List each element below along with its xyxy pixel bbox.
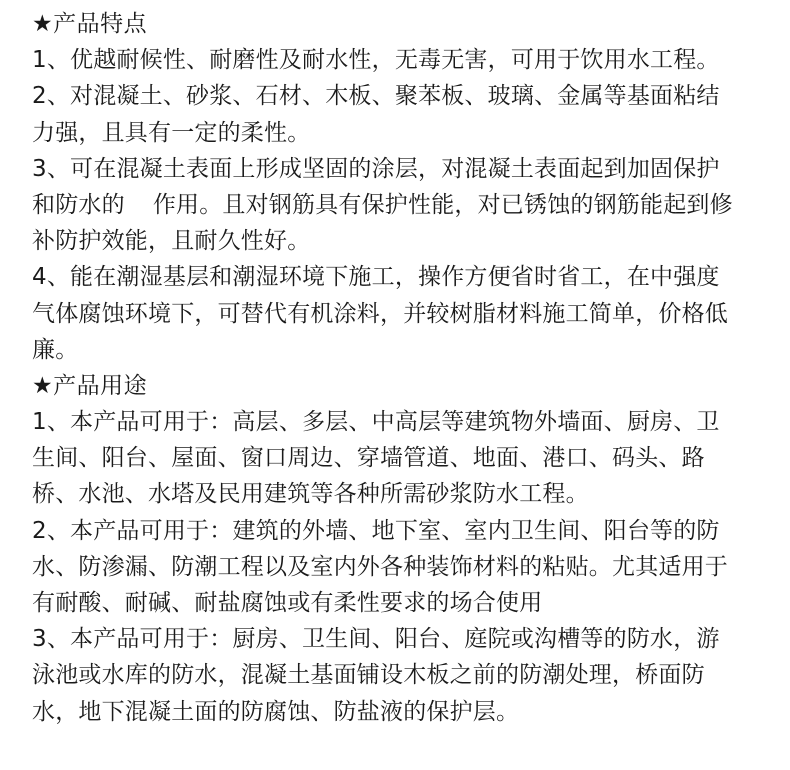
uses-line-7: 3、本产品可用于：厨房、卫生间、阳台、庭院或沟槽等的防水，游	[32, 626, 720, 653]
uses-line-8: 泳池或水库的防水，混凝土基面铺设木板之前的防潮处理，桥面防	[32, 662, 705, 689]
features-line-5-part-2: 作用。且对钢筋具有保护性能，对已锈蚀的钢筋能起到修	[152, 191, 733, 218]
uses-line-3: 桥、水池、水塔及民用建筑等各种所需砂浆防水工程。	[32, 481, 589, 508]
features-line-2: 2、对混凝土、砂浆、石材、木板、聚苯板、玻璃、金属等基面粘结	[32, 83, 720, 110]
uses-line-5: 水、防渗漏、防潮工程以及室内外各种装饰材料的粘贴。尤其适用于	[32, 553, 728, 580]
features-heading: ★产品特点	[32, 11, 148, 37]
uses-line-1: 1、本产品可用于：高层、多层、中高层等建筑物外墙面、厨房、卫	[32, 409, 720, 436]
product-description-document	[32, 6, 767, 730]
uses-line-6: 有耐酸、耐碱、耐盐腐蚀或有柔性要求的场合使用	[32, 590, 543, 616]
features-line-5	[32, 187, 767, 223]
uses-line-4: 2、本产品可用于：建筑的外墙、地下室、室内卫生间、阳台等的防	[32, 517, 720, 544]
uses-line-9: 水，地下混凝土面的防腐蚀、防盐液的保护层。	[32, 698, 520, 725]
uses-heading: ★产品用途	[32, 372, 148, 399]
features-line-7: 4、能在潮湿基层和潮湿环境下施工，操作方便省时省工，在中强度	[32, 264, 720, 291]
features-line-5-part-1: 和防水的	[32, 191, 125, 218]
features-line-8: 气体腐蚀环境下，可替代有机涂料，并较树脂材料施工简单，价格低	[32, 300, 728, 327]
features-line-4: 3、可在混凝土表面上形成坚固的涂层，对混凝土表面起到加固保护	[32, 155, 720, 182]
uses-line-2: 生间、阳台、屋面、窗口周边、穿墙管道、地面、港口、码头、路	[32, 445, 705, 472]
features-line-6: 补防护效能，且耐久性好。	[32, 228, 311, 255]
features-line-9: 廉。	[32, 336, 79, 363]
features-line-3: 力强，且具有一定的柔性。	[32, 119, 311, 146]
features-line-1: 1、优越耐候性、耐磨性及耐水性，无毒无害，可用于饮用水工程。	[32, 47, 720, 74]
